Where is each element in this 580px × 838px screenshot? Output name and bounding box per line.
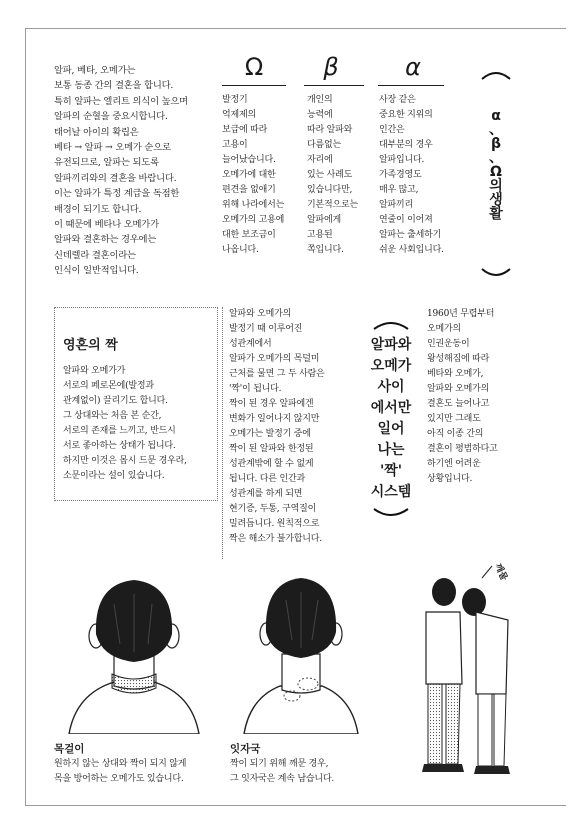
collar-caption-text: 원하지 않는 상대와 짝이 되지 않게 목을 방어하는 오메가도 있습니다.	[54, 759, 187, 784]
couple-illustration	[396, 554, 546, 794]
bite-caption-text: 짝이 되기 위해 깨문 경우, 그 잇자국은 계속 남습니다.	[230, 759, 335, 784]
intro-paragraph: 알파, 베타, 오메가는 보통 동종 간의 결혼을 합니다. 특히 알파는 엘리트 의식이 높으며 알파의 순혈을 중요시합니다. 태어날 아이의 확립은 베타 → 알파 → 오메가 순으로 유전되므로, 알파는 되도록 알파끼리와의 결혼을 바랍니다. 이는 알파가 특정 계급을 독점한 배경이 되기도 합니다. 이 때문에 베타나 오메가가 알파와 결혼하는 경우에는 신데렐라 결혼이라는 인식이 일반적입니다.	[54, 65, 188, 277]
bite-sound-effect: 깨물	[492, 562, 509, 583]
pair-system-text: 알파와 오메가의 발정기 때 이루어진 성관계에서 알파가 오메가의 목덜미 근처를 물면 그 두 사람은 '짝'이 됩니다. 짝이 된 경우 알파에겐 변화가 일어나지 않지만 오메가는 발정기 중에 짝이 된 알파와 한정된 성관계밖에 할 수 없게 됩니다. 다른 인간과 성관계를 하게 되면 현기증, 두통, 구역질이 밀려듭니다. 원칙적으로 짝은 해소가 불가합니다.	[229, 309, 325, 544]
collar-caption-title: 목걸이	[54, 743, 85, 755]
collar-neck-illustration	[54, 574, 214, 734]
soulmate-text: 알파와 오메가가 서로의 페로몬에(발정과 관계없이) 끌리기도 합니다. 그 상대와는 처음 본 순간, 서로의 존재를 느끼고, 반드시 서로 좋아하는 상태가 됩니다. 하지만 이것은 몹시 드문 경우라, 소문이라는 설이 있습니다.	[63, 366, 187, 481]
beta-column-text: 개인의 능력에 따라 알파와 다름없는 자리에 있는 사례도 있습니다만, 기본적으로는 알파에게 고용된 쪽입니다.	[307, 95, 358, 255]
omega-rule	[222, 85, 286, 86]
side-title-lifestyle: α 、 β 、 Ω 의 생 활	[489, 108, 503, 222]
history-text: 1960년 무렵부터 오메가의 인권운동이 왕성해짐에 따라 베타와 오메가, 알파와 오메가의 결혼도 늘어나고 있지만 그래도 아직 이종 간의 결혼이 평범하다고 하기엔 어려운 상황입니다.	[427, 309, 498, 484]
pair-system-title: 알파와 오메가 사이 에서만 일어 나는 '짝' 시스템	[370, 337, 412, 500]
alpha-symbol: α	[405, 53, 421, 81]
soulmate-title: 영혼의 짝	[63, 338, 118, 353]
omega-column-text: 발정기 억제제의 보급에 따라 고용이 늘어났습니다. 오메가에 대한 편견을 없애기 위해 나라에서는 오메가의 고용에 대한 보조금이 나옵니다.	[222, 95, 285, 255]
beta-symbol: β	[323, 53, 339, 81]
pair-text-container	[222, 307, 359, 559]
bite-caption-title: 잇자국	[230, 743, 261, 755]
beta-rule	[304, 85, 364, 86]
alpha-column-text: 사장 같은 중요한 지위의 인간은 대부분의 경우 알파입니다. 가족경영도 매우 많고, 알파끼리 연줄이 이어져 알파는 출세하기 쉬운 사회입니다.	[379, 95, 444, 255]
page-frame	[25, 28, 566, 806]
omega-symbol: Ω	[244, 53, 264, 81]
soulmate-box	[54, 307, 218, 501]
bite-mark-illustration	[236, 574, 366, 734]
alpha-rule	[378, 85, 444, 86]
